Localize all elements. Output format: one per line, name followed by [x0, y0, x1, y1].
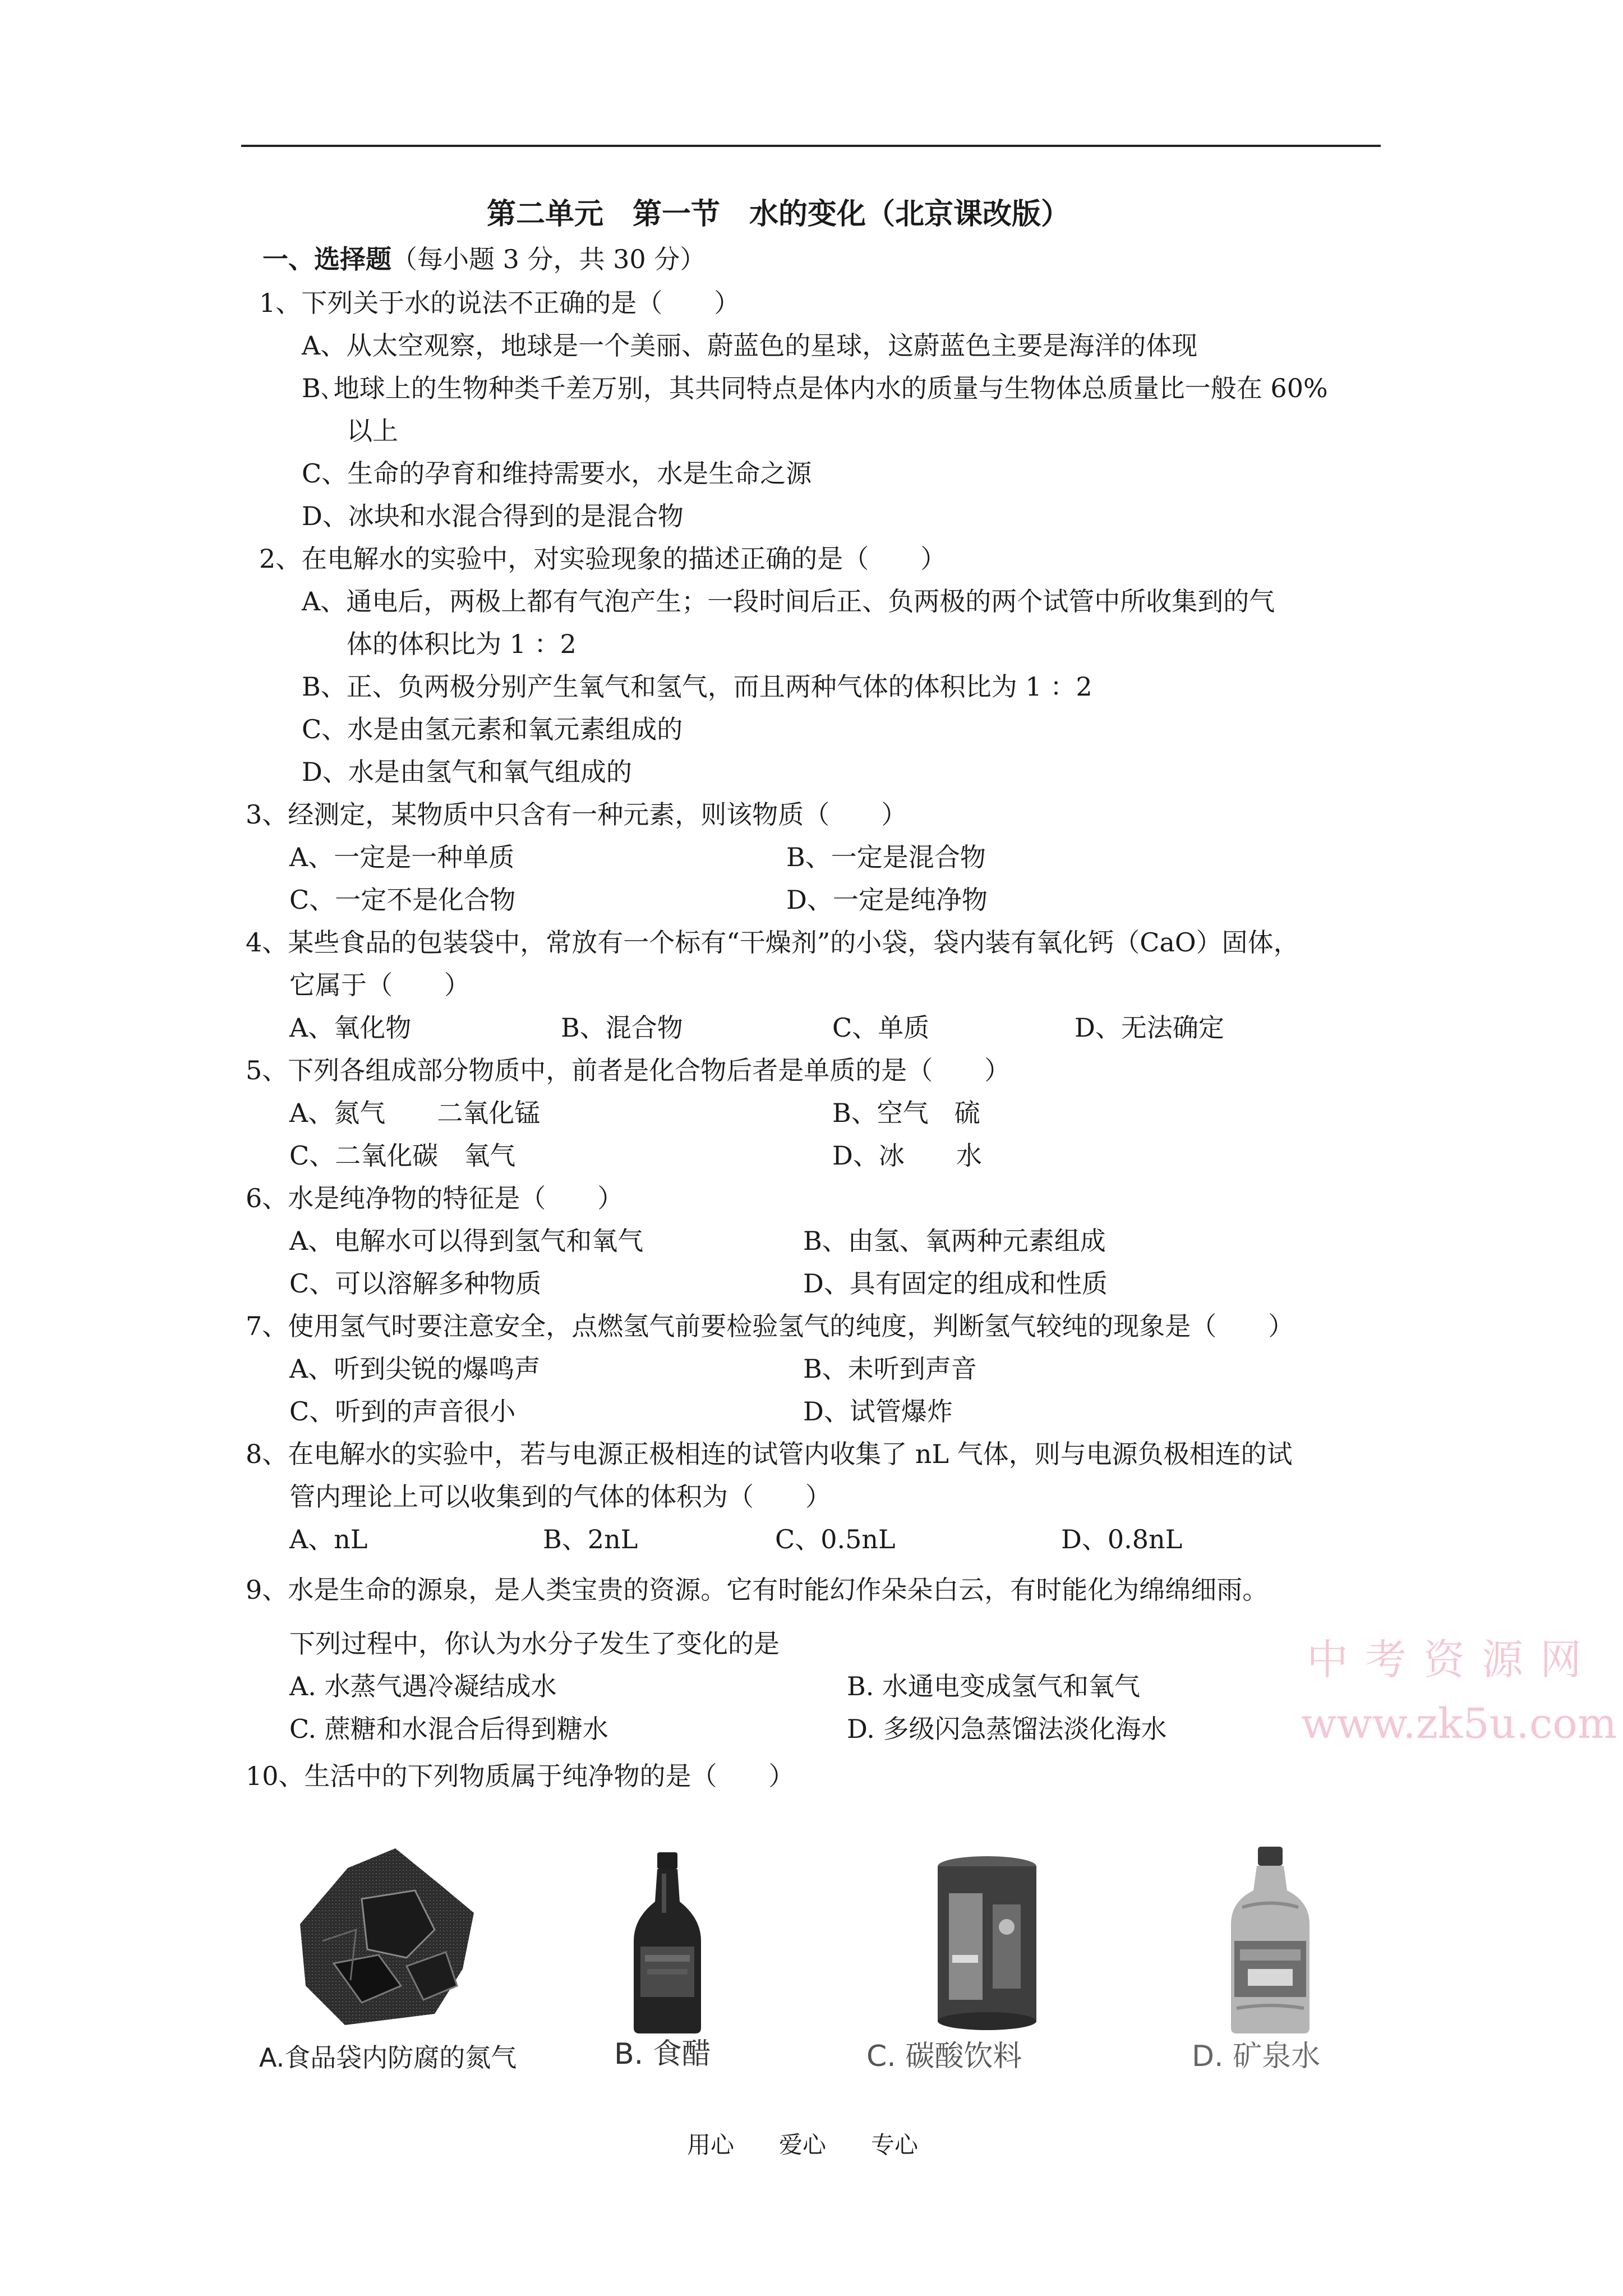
question-8-stem-cont: 管内理论上可以收集到的气体的体积为（ ）: [289, 1481, 831, 1512]
question-6-stem: 6、水是纯净物的特征是（ ）: [246, 1183, 624, 1213]
question-2-option-a-cont: 体的体积比为 1 ：2: [347, 629, 577, 659]
question-4-stem: 4、某些食品的包装袋中，常放有一个标有“干燥剂”的小袋，袋内装有氧化钙（CaO）固体，: [246, 927, 1299, 958]
question-1-option-d: D、冰块和水混合得到的是混合物: [302, 501, 684, 531]
option-a-caption: A.食品袋内防腐的氮气: [259, 2042, 517, 2073]
question-3-option-b: B、一定是混合物: [786, 842, 986, 872]
question-8-option-c: C、0.5nL: [775, 1524, 896, 1554]
question-7-stem: 7、使用氢气时要注意安全，点燃氢气前要检验氢气的纯度，判断氢气较纯的现象是（ ）: [246, 1311, 1294, 1341]
question-7-option-d: D、试管爆炸: [803, 1396, 953, 1427]
soda-can-picture: [931, 1854, 1043, 2033]
footer-item-1: 用心: [687, 2131, 735, 2159]
question-3-stem: 3、经测定，某物质中只含有一种元素，则该物质（ ）: [246, 799, 907, 830]
question-5-option-c: C、二氧化碳 氧气: [289, 1140, 516, 1171]
option-b-caption: B. 食醋: [614, 2037, 711, 2071]
question-1-stem: 1、下列关于水的说法不正确的是（ ）: [259, 288, 740, 318]
question-4-option-b: B、混合物: [561, 1013, 683, 1043]
question-9-stem-cont: 下列过程中，你认为水分子发生了变化的是: [289, 1628, 780, 1659]
question-9-option-d: D. 多级闪急蒸馏法淡化海水: [847, 1714, 1167, 1744]
vinegar-bottle-picture: [628, 1851, 707, 2036]
question-3-option-c: C、一定不是化合物: [289, 885, 516, 915]
option-c-caption: C. 碳酸饮料: [866, 2040, 1022, 2073]
question-5-option-b: B、空气 硫: [832, 1098, 980, 1128]
question-1-option-b: B､地球上的生物种类千差万别，其共同特点是体内水的质量与生物体总质量比一般在 60%: [302, 373, 1328, 403]
question-3-option-d: D、一定是纯净物: [786, 885, 988, 915]
section-heading: [262, 242, 706, 276]
question-8-option-a: A、nL: [289, 1524, 368, 1554]
question-6-option-b: B、由氢、氧两种元素组成: [803, 1226, 1106, 1256]
question-9-option-c: C. 蔗糖和水混合后得到糖水: [289, 1714, 608, 1744]
question-2-option-a: A、通电后，两极上都有气泡产生；一段时间后正、负两极的两个试管中所收集到的气: [302, 586, 1275, 616]
question-6-option-a: A、电解水可以得到氢气和氧气: [289, 1226, 644, 1256]
question-4-option-c: C、单质: [832, 1013, 930, 1043]
section-heading-label: 一、选择题: [262, 244, 391, 274]
question-7-option-c: C、听到的声音很小: [289, 1396, 516, 1427]
question-2-stem: 2、在电解水的实验中，对实验现象的描述正确的是（ ）: [259, 544, 947, 574]
question-6-option-c: C、可以溶解多种物质: [289, 1268, 542, 1299]
question-3-option-a: A、一定是一种单质: [289, 842, 515, 872]
question-1-option-c: C、生命的孕育和维持需要水，水是生命之源: [302, 458, 812, 489]
question-7-option-a: A、听到尖锐的爆鸣声: [289, 1354, 541, 1384]
question-6-option-d: D、具有固定的组成和性质: [803, 1268, 1108, 1299]
question-5-stem: 5、下列各组成部分物质中，前者是化合物后者是单质的是（ ）: [246, 1055, 1011, 1085]
nitrogen-bag-picture: [294, 1846, 479, 2031]
question-1-option-b-cont: 以上: [347, 416, 398, 446]
question-1-option-a: A、从太空观察，地球是一个美丽、蔚蓝色的星球，这蔚蓝色主要是海洋的体现: [302, 330, 1198, 361]
page-footer: [687, 2129, 963, 2161]
question-8-option-d: D、0.8nL: [1061, 1524, 1183, 1554]
footer-item-2: 爱心: [779, 2131, 827, 2159]
question-4-option-d: D、无法确定: [1075, 1013, 1224, 1043]
question-5-option-d: D、冰 水: [832, 1140, 982, 1171]
question-2-option-b: B、正、负两极分别产生氧气和氢气，而且两种气体的体积比为 1 ：2: [302, 671, 1092, 702]
question-10-stem: 10、生活中的下列物质属于纯净物的是（ ）: [246, 1761, 795, 1791]
option-d-caption: D. 矿泉水: [1192, 2040, 1321, 2073]
question-2-option-c: C、水是由氢元素和氧元素组成的: [302, 714, 683, 744]
header-rule: [241, 145, 1381, 147]
question-2-option-d: D、水是由氢气和氧气组成的: [302, 757, 632, 787]
question-4-option-a: A、氧化物: [289, 1013, 412, 1043]
question-7-option-b: B、未听到声音: [803, 1354, 977, 1384]
question-9-option-a: A. 水蒸气遇冷凝结成水: [289, 1671, 557, 1701]
question-5-option-a: A、氮气 二氧化锰: [289, 1098, 541, 1128]
question-9-option-b: B. 水通电变成氢气和氧气: [847, 1671, 1141, 1701]
question-8-stem: 8、在电解水的实验中，若与电源正极相连的试管内收集了 nL 气体，则与电源负极相连的试: [246, 1439, 1293, 1469]
question-8-option-b: B、2nL: [543, 1524, 638, 1554]
question-9-stem: 9、水是生命的源泉，是人类宝贵的资源。它有时能幻作朵朵白云，有时能化为绵绵细雨。: [246, 1575, 1269, 1605]
footer-item-3: 专心: [871, 2131, 919, 2159]
section-heading-note: （每小题 3 分，共 30 分）: [391, 244, 706, 274]
watermark-text: 中考资源网: [1307, 1636, 1598, 1684]
watermark-url: www.zk5u.com: [1301, 1700, 1617, 1748]
page-title: 第二单元 第一节 水的变化（北京课改版）: [487, 197, 1071, 231]
mineral-water-bottle-picture: [1225, 1846, 1315, 2036]
question-4-stem-cont: 它属于（ ）: [289, 970, 470, 1000]
